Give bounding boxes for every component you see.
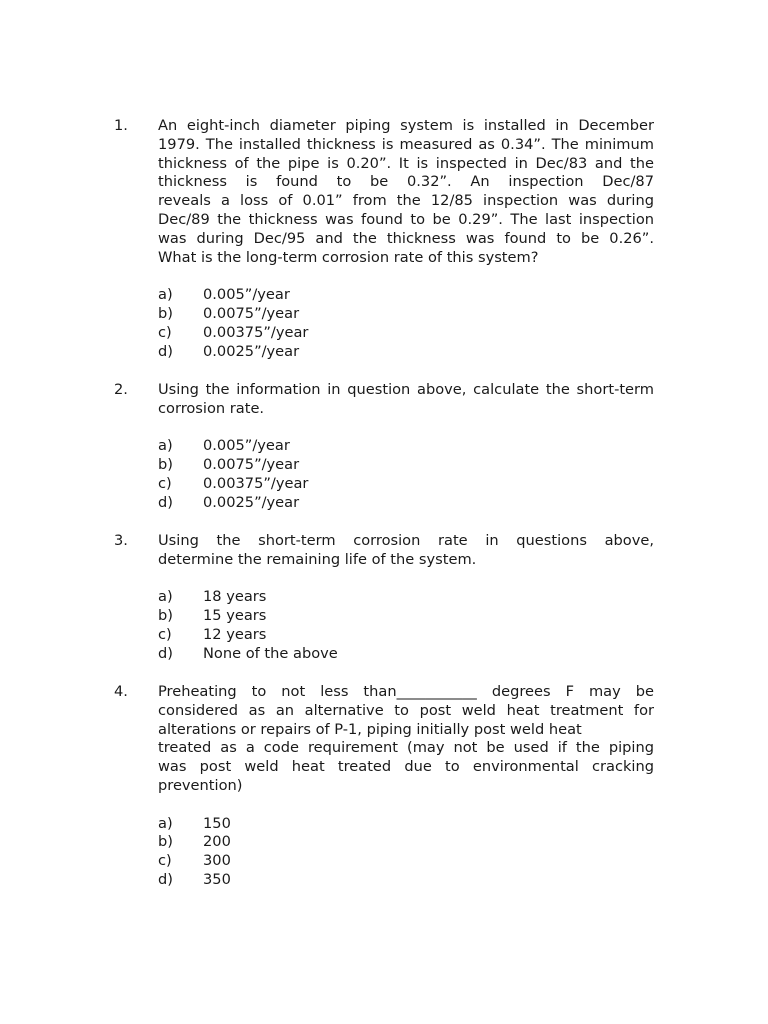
question-text — [158, 683, 654, 796]
question-text — [158, 117, 654, 267]
option-text: 0.0075”/year — [203, 304, 300, 322]
question-line: thickness is found to be 0.32”. An inspection Dec/87 — [158, 173, 654, 191]
answer-options — [158, 815, 654, 890]
question-line: An eight-inch diameter piping system is installed in December — [158, 117, 654, 134]
answer-option — [158, 343, 654, 362]
question-line: determine the remaining life of the system. — [158, 550, 477, 568]
option-letter: b) — [158, 833, 173, 851]
answer-option — [158, 494, 654, 513]
question-line: was post weld heat treated due to environmental cracking — [158, 758, 654, 776]
question-number: 4. — [114, 683, 128, 700]
answer-option — [158, 324, 654, 343]
option-text: 300 — [203, 852, 231, 870]
answer-option — [158, 626, 654, 645]
option-text: 15 years — [203, 607, 267, 625]
answer-option — [158, 815, 654, 834]
option-letter: c) — [158, 323, 172, 341]
option-text: 0.00375”/year — [203, 474, 309, 492]
question-text — [158, 381, 654, 419]
answer-option — [158, 833, 654, 852]
answer-option — [158, 871, 654, 890]
option-letter: b) — [158, 304, 173, 322]
option-text: 150 — [203, 814, 231, 832]
option-letter: a) — [158, 588, 173, 606]
option-letter: a) — [158, 814, 173, 832]
option-letter: d) — [158, 870, 173, 888]
answer-options — [158, 588, 654, 663]
question-line: 1979. The installed thickness is measured as 0.34”. The minimum — [158, 135, 654, 153]
answer-option — [158, 437, 654, 456]
question-number: 1. — [114, 117, 128, 134]
option-text: 0.0025”/year — [203, 342, 300, 360]
option-letter: b) — [158, 607, 173, 625]
question-body — [158, 117, 654, 361]
option-letter: a) — [158, 286, 173, 304]
question-line: alterations or repairs of P-1, piping initially post weld heat — [158, 720, 582, 738]
option-text: 0.0025”/year — [203, 493, 300, 511]
answer-option — [158, 456, 654, 475]
answer-option — [158, 305, 654, 324]
answer-option — [158, 475, 654, 494]
answer-option — [158, 852, 654, 871]
answer-options — [158, 286, 654, 361]
option-letter: d) — [158, 644, 173, 662]
option-text: 350 — [203, 870, 231, 888]
answer-option — [158, 588, 654, 607]
answer-option — [158, 286, 654, 305]
option-text: 0.005”/year — [203, 437, 290, 455]
option-text: 0.00375”/year — [203, 323, 309, 341]
question-number: 2. — [114, 381, 128, 398]
option-letter: d) — [158, 342, 173, 360]
question-line: Preheating to not less than___________ degrees F may be — [158, 683, 654, 700]
question-line: Using the short-term corrosion rate in questions above, — [158, 532, 654, 549]
question-number: 3. — [114, 532, 128, 549]
option-letter: c) — [158, 852, 172, 870]
question-line: reveals a loss of 0.01” from the 12/85 inspection was during — [158, 192, 654, 210]
question-line: What is the long-term corrosion rate of this system? — [158, 248, 539, 266]
option-text: 18 years — [203, 588, 267, 606]
question-line: thickness of the pipe is 0.20”. It is inspected in Dec/83 and the — [158, 154, 654, 172]
option-letter: a) — [158, 437, 173, 455]
option-text: 200 — [203, 833, 231, 851]
option-letter: b) — [158, 456, 173, 474]
answer-option — [158, 645, 654, 664]
question-text — [158, 532, 654, 570]
question-line: corrosion rate. — [158, 399, 265, 417]
question-body — [158, 381, 654, 513]
option-text: 0.005”/year — [203, 286, 290, 304]
question-line: considered as an alternative to post weld heat treatment for — [158, 701, 654, 719]
option-letter: c) — [158, 474, 172, 492]
question-line: was during Dec/95 and the thickness was found to be 0.26”. — [158, 229, 654, 247]
option-letter: d) — [158, 493, 173, 511]
question-body — [158, 532, 654, 664]
question-line: Using the information in question above, calculate the short-term — [158, 381, 654, 398]
answer-option — [158, 607, 654, 626]
option-text: 0.0075”/year — [203, 456, 300, 474]
question-line: treated as a code requirement (may not be used if the piping — [158, 739, 654, 757]
answer-options — [158, 437, 654, 512]
option-text: 12 years — [203, 625, 267, 643]
question-body — [158, 683, 654, 890]
question-line: Dec/89 the thickness was found to be 0.29”. The last inspection — [158, 210, 654, 228]
option-letter: c) — [158, 625, 172, 643]
question-line: prevention) — [158, 776, 243, 794]
option-text: None of the above — [203, 644, 338, 662]
